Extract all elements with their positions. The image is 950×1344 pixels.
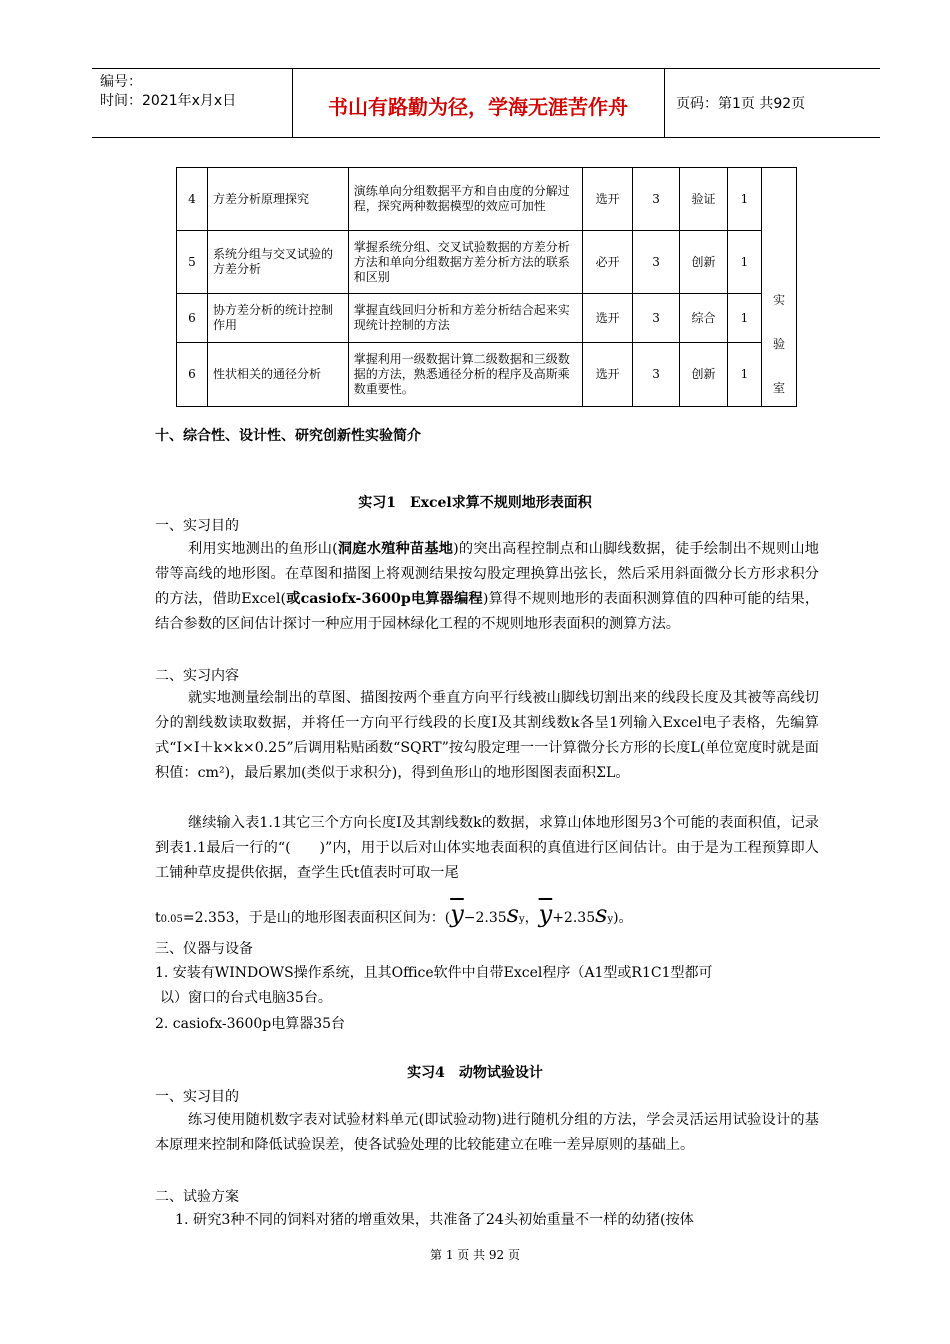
- location-char: 验: [772, 336, 785, 351]
- page-footer: 第 1 页 共 92 页: [430, 1248, 520, 1262]
- table-row: [177, 231, 797, 294]
- cell-groups: 1: [728, 294, 762, 343]
- text-run: )的突出高程控制点和山脚线数据，徒手绘制出不规则山地带等高线的地形图。在草图和描图上将观测结果按勾股定理换算出弦长，然后采用斜面微分长方形求积分的方法，借助Excel(: [155, 541, 819, 607]
- header-page-label: 页码：第1页 共92页: [676, 96, 806, 112]
- equipment-item: 2. casiofx-3600p电算器35台: [155, 1016, 346, 1032]
- cell-groups: 1: [728, 343, 762, 407]
- text-run: t: [155, 910, 161, 926]
- subsection-heading: 一、实习目的: [155, 1089, 239, 1105]
- paragraph: 1. 研究3种不同的饲料对猪的增重效果，共准备了24头初始重量不一样的幼猪(按体: [175, 1212, 694, 1228]
- cell-name: 性状相关的通径分析: [207, 343, 348, 407]
- location-char: 实: [772, 292, 785, 307]
- text-run: +2.35: [552, 910, 596, 926]
- cell-no: 6: [177, 294, 208, 343]
- subscript: 0.05: [160, 914, 183, 925]
- text-run: =2.353，于是山的地形图表面积区间为：(: [182, 910, 451, 926]
- paragraph: 练习使用随机数字表对试验材料单元(即试验动物)进行随机分组的方法，学会灵活运用试验设计的基本原理来控制和降低试验误差，使各试验处理的比较能建立在唯一差异原则的基础上。: [155, 1112, 819, 1153]
- formula-line: [155, 900, 633, 928]
- text-run: −2.35: [463, 910, 507, 926]
- y-bar-symbol: $\overline{y}$: [538, 900, 553, 928]
- cell-groups: 1: [728, 168, 762, 231]
- header-left: [100, 73, 236, 111]
- cell-groups: 1: [728, 231, 762, 294]
- header-motto: 书山有路勤为径，学海无涯苦作舟: [328, 95, 628, 119]
- s-symbol: s: [506, 900, 519, 928]
- cell-no: 4: [177, 168, 208, 231]
- cell-nature: 验证: [680, 168, 728, 231]
- page-header: [92, 68, 880, 138]
- cell-no: 6: [177, 343, 208, 407]
- equipment-item: 1. 安装有WINDOWS操作系统，且其Office软件中自带Excel程序（A1型或R1C1型都可: [155, 965, 713, 981]
- equipment-item: 以）窗口的台式电脑35台。: [160, 990, 332, 1006]
- cell-name: 方差分析原理探究: [207, 168, 348, 231]
- cell-hours: 3: [633, 168, 680, 231]
- table-row: [177, 168, 797, 231]
- cell-nature: 创新: [680, 343, 728, 407]
- experiment-title: 实习1 Excel求算不规则地形表面积: [358, 495, 592, 511]
- experiment-table: [176, 167, 797, 407]
- cell-nature: 综合: [680, 294, 728, 343]
- cell-content: 演练单向分组数据平方和自由度的分解过程，探究两种数据模型的效应可加性: [348, 168, 583, 231]
- header-divider: [664, 69, 665, 137]
- cell-hours: 3: [633, 294, 680, 343]
- cell-hours: 3: [633, 343, 680, 407]
- text-run-bold: 或casiofx-3600p电算器编程: [286, 591, 483, 607]
- cell-content: 掌握直线回归分析和方差分析结合起来实现统计控制的方法: [348, 294, 583, 343]
- subsection-heading: 一、实习目的: [155, 518, 239, 534]
- cell-no: 5: [177, 231, 208, 294]
- table-row: [177, 294, 797, 343]
- text-run: ，: [524, 910, 539, 926]
- cell-type: 必开: [583, 231, 633, 294]
- experiment-title: 实习4 动物试验设计: [407, 1065, 543, 1081]
- text-run-bold: 洞庭水殖种苗基地: [337, 541, 454, 557]
- paragraph: 继续输入表1.1其它三个方向长度I及其割线数k的数据，求算山体地形图另3个可能的表面积值，记录到表1.1最后一行的“( )”内，用于以后对山体实地表面积的真值进行区间估计。由于是为工程预算即人工铺种草皮提供依据，查学生氏t值表时可取一尾: [155, 815, 819, 881]
- cell-name: 系统分组与交叉试验的方差分析: [207, 231, 348, 294]
- cell-hours: 3: [633, 231, 680, 294]
- paragraph: [155, 537, 819, 637]
- table-row: [177, 343, 797, 407]
- cell-type: 选开: [583, 168, 633, 231]
- s-symbol: s: [595, 900, 608, 928]
- subscript: y: [607, 914, 614, 925]
- code-label: 编号：: [100, 74, 142, 90]
- subsection-heading: 二、实习内容: [155, 668, 239, 684]
- y-bar-symbol: $\overline{y}$: [450, 900, 464, 928]
- cell-type: 选开: [583, 294, 633, 343]
- cell-content: 掌握利用一级数据计算二级数据和三级数据的方法，熟悉通径分析的程序及高斯乘数重要性。: [348, 343, 583, 407]
- time-label: 时间：2021年x月x日: [100, 93, 237, 109]
- text-run: 利用实地测出的鱼形山(: [188, 541, 338, 557]
- cell-name: 协方差分析的统计控制作用: [207, 294, 348, 343]
- subscript: y: [518, 914, 525, 925]
- location-char: 室: [772, 380, 785, 395]
- text-run: )算得不规则地形的表面积测算值的四种可能的结果，结合参数的区间估计探讨一种应用于园林绿化工程的不规则地形表面积的测算方法。: [155, 591, 820, 632]
- subsection-heading: 二、试验方案: [155, 1189, 239, 1205]
- section-heading: 十、综合性、设计性、研究创新性实验简介: [155, 428, 421, 444]
- cell-location: [761, 168, 796, 407]
- paragraph: 就实地测量绘制出的草图、描图按两个垂直方向平行线被山脚线切割出来的线段长度及其被等高线切分的割线数读取数据，并将任一方向平行线段的长度I及其割线数k各呈1列输入Excel电子表格，先编算式“I×I＋k×k×0.25”后调用粘贴函数“SQRT”按勾股定理一一计算微分长方形的长度L(单位宽度时就是面积值：cm²)，最后累加(类似于求积分)，得到鱼形山的地形图图表面积ΣL。: [155, 690, 819, 781]
- text-run: )。: [613, 910, 633, 926]
- subsection-heading: 三、仪器与设备: [155, 941, 253, 957]
- cell-content: 掌握系统分组、交叉试验数据的方差分析方法和单向分组数据方差分析方法的联系和区别: [348, 231, 583, 294]
- cell-nature: 创新: [680, 231, 728, 294]
- cell-type: 选开: [583, 343, 633, 407]
